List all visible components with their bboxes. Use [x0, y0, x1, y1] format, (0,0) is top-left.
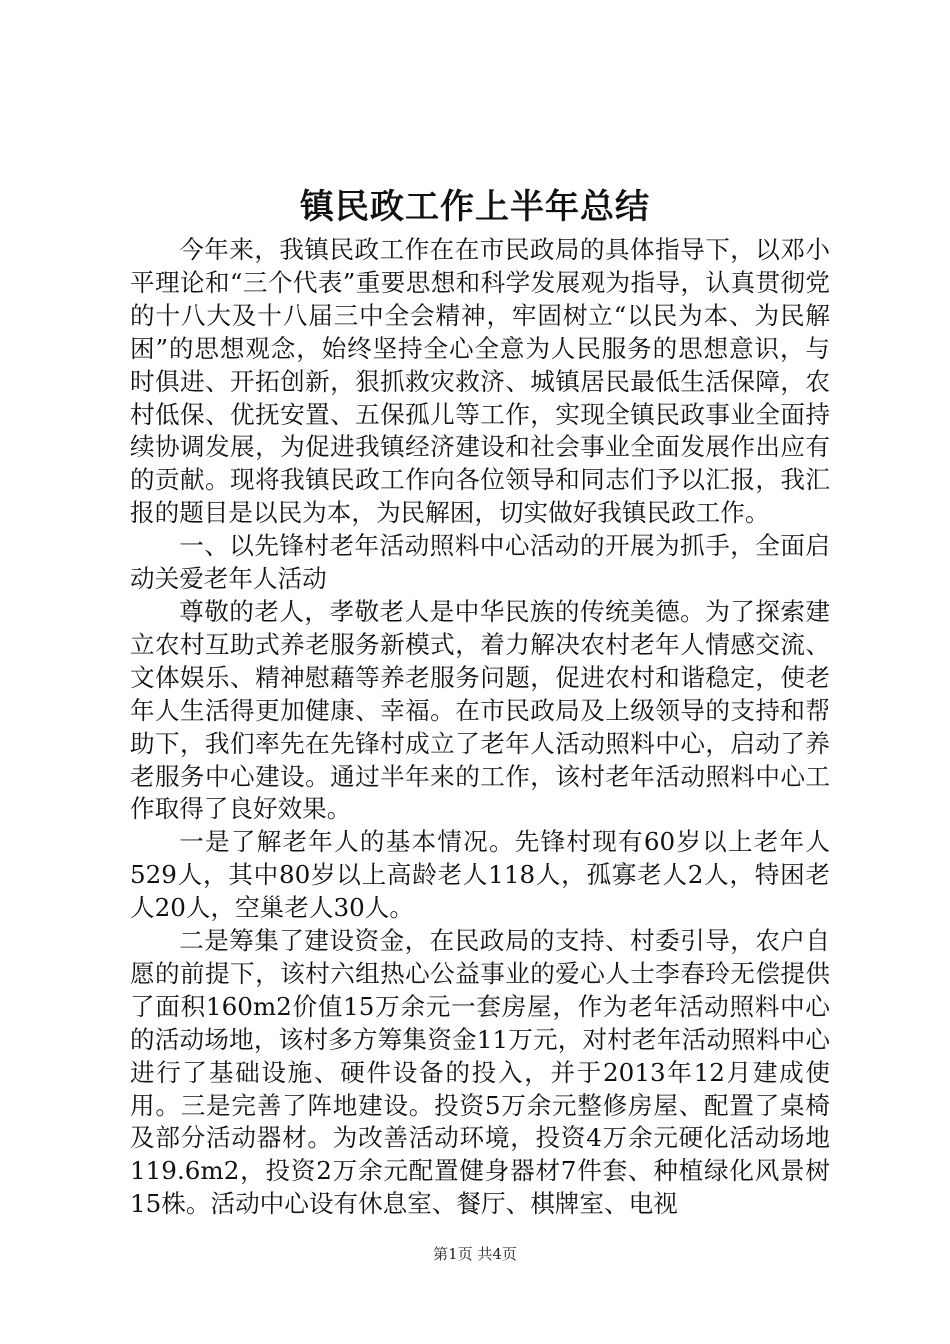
paragraph-funding: 二是筹集了建设资金，在民政局的支持、村委引导，农户自愿的前提下，该村六组热心公益事业的爱心人士李春玲无偿提供了面积160m2价值15万余元一套房屋，作为老年活动照料中心的活动场地，该村多方筹集资金11万元，对村老年活动照料中心进行了基础设施、硬件设备的投入，并于2013年12月建成使用。三是完善了阵地建设。投资5万余元整修房屋、配置了桌椅及部分活动器材。为改善活动环境，投资4万余元硬化活动场地119.6m2，投资2万余元配置健身器材7件套、种植绿化风景树15株。活动中心设有休息室、餐厅、棋牌室、电视 — [130, 926, 830, 1219]
document-body — [130, 234, 830, 1221]
section-heading-1: 一、以先锋村老年活动照料中心活动的开展为抓手，全面启动关爱老年人活动 — [130, 531, 830, 594]
document-title: 镇民政工作上半年总结 — [300, 187, 650, 227]
page-number-footer: 第1页 共4页 — [433, 1245, 517, 1263]
paragraph-basic-info: 一是了解老年人的基本情况。先锋村现有60岁以上老年人529人，其中80岁以上高龄老人118人，孤寡老人2人，特困老人20人，空巢老人30人。 — [130, 827, 830, 923]
paragraph-elderly-care: 尊敬的老人，孝敬老人是中华民族的传统美德。为了探索建立农村互助式养老服务新模式，着力解决农村老年人情感交流、文体娱乐、精神慰藉等养老服务问题，促进农村和谐稳定，使老年人生活得更加健康、幸福。在市民政局及上级领导的支持和帮助下，我们率先在先锋村成立了老年人活动照料中心，启动了养老服务中心建设。通过半年来的工作，该村老年活动照料中心工作取得了良好效果。 — [130, 596, 830, 824]
paragraph-intro: 今年来，我镇民政工作在在市民政局的具体指导下，以邓小平理论和“三个代表”重要思想和科学发展观为指导，认真贯彻党的十八大及十八届三中全会精神，牢固树立“以民为本、为民解困”的思想观念，始终坚持全心全意为人民服务的思想意识，与时俱进、开拓创新，狠抓救灾救济、城镇居民最低生活保障，农村低保、优抚安置、五保孤儿等工作，实现全镇民政事业全面持续协调发展，为促进我镇经济建设和社会事业全面发展作出应有的贡献。现将我镇民政工作向各位领导和同志们予以汇报，我汇报的题目是以民为本，为民解困，切实做好我镇民政工作。 — [130, 235, 830, 528]
